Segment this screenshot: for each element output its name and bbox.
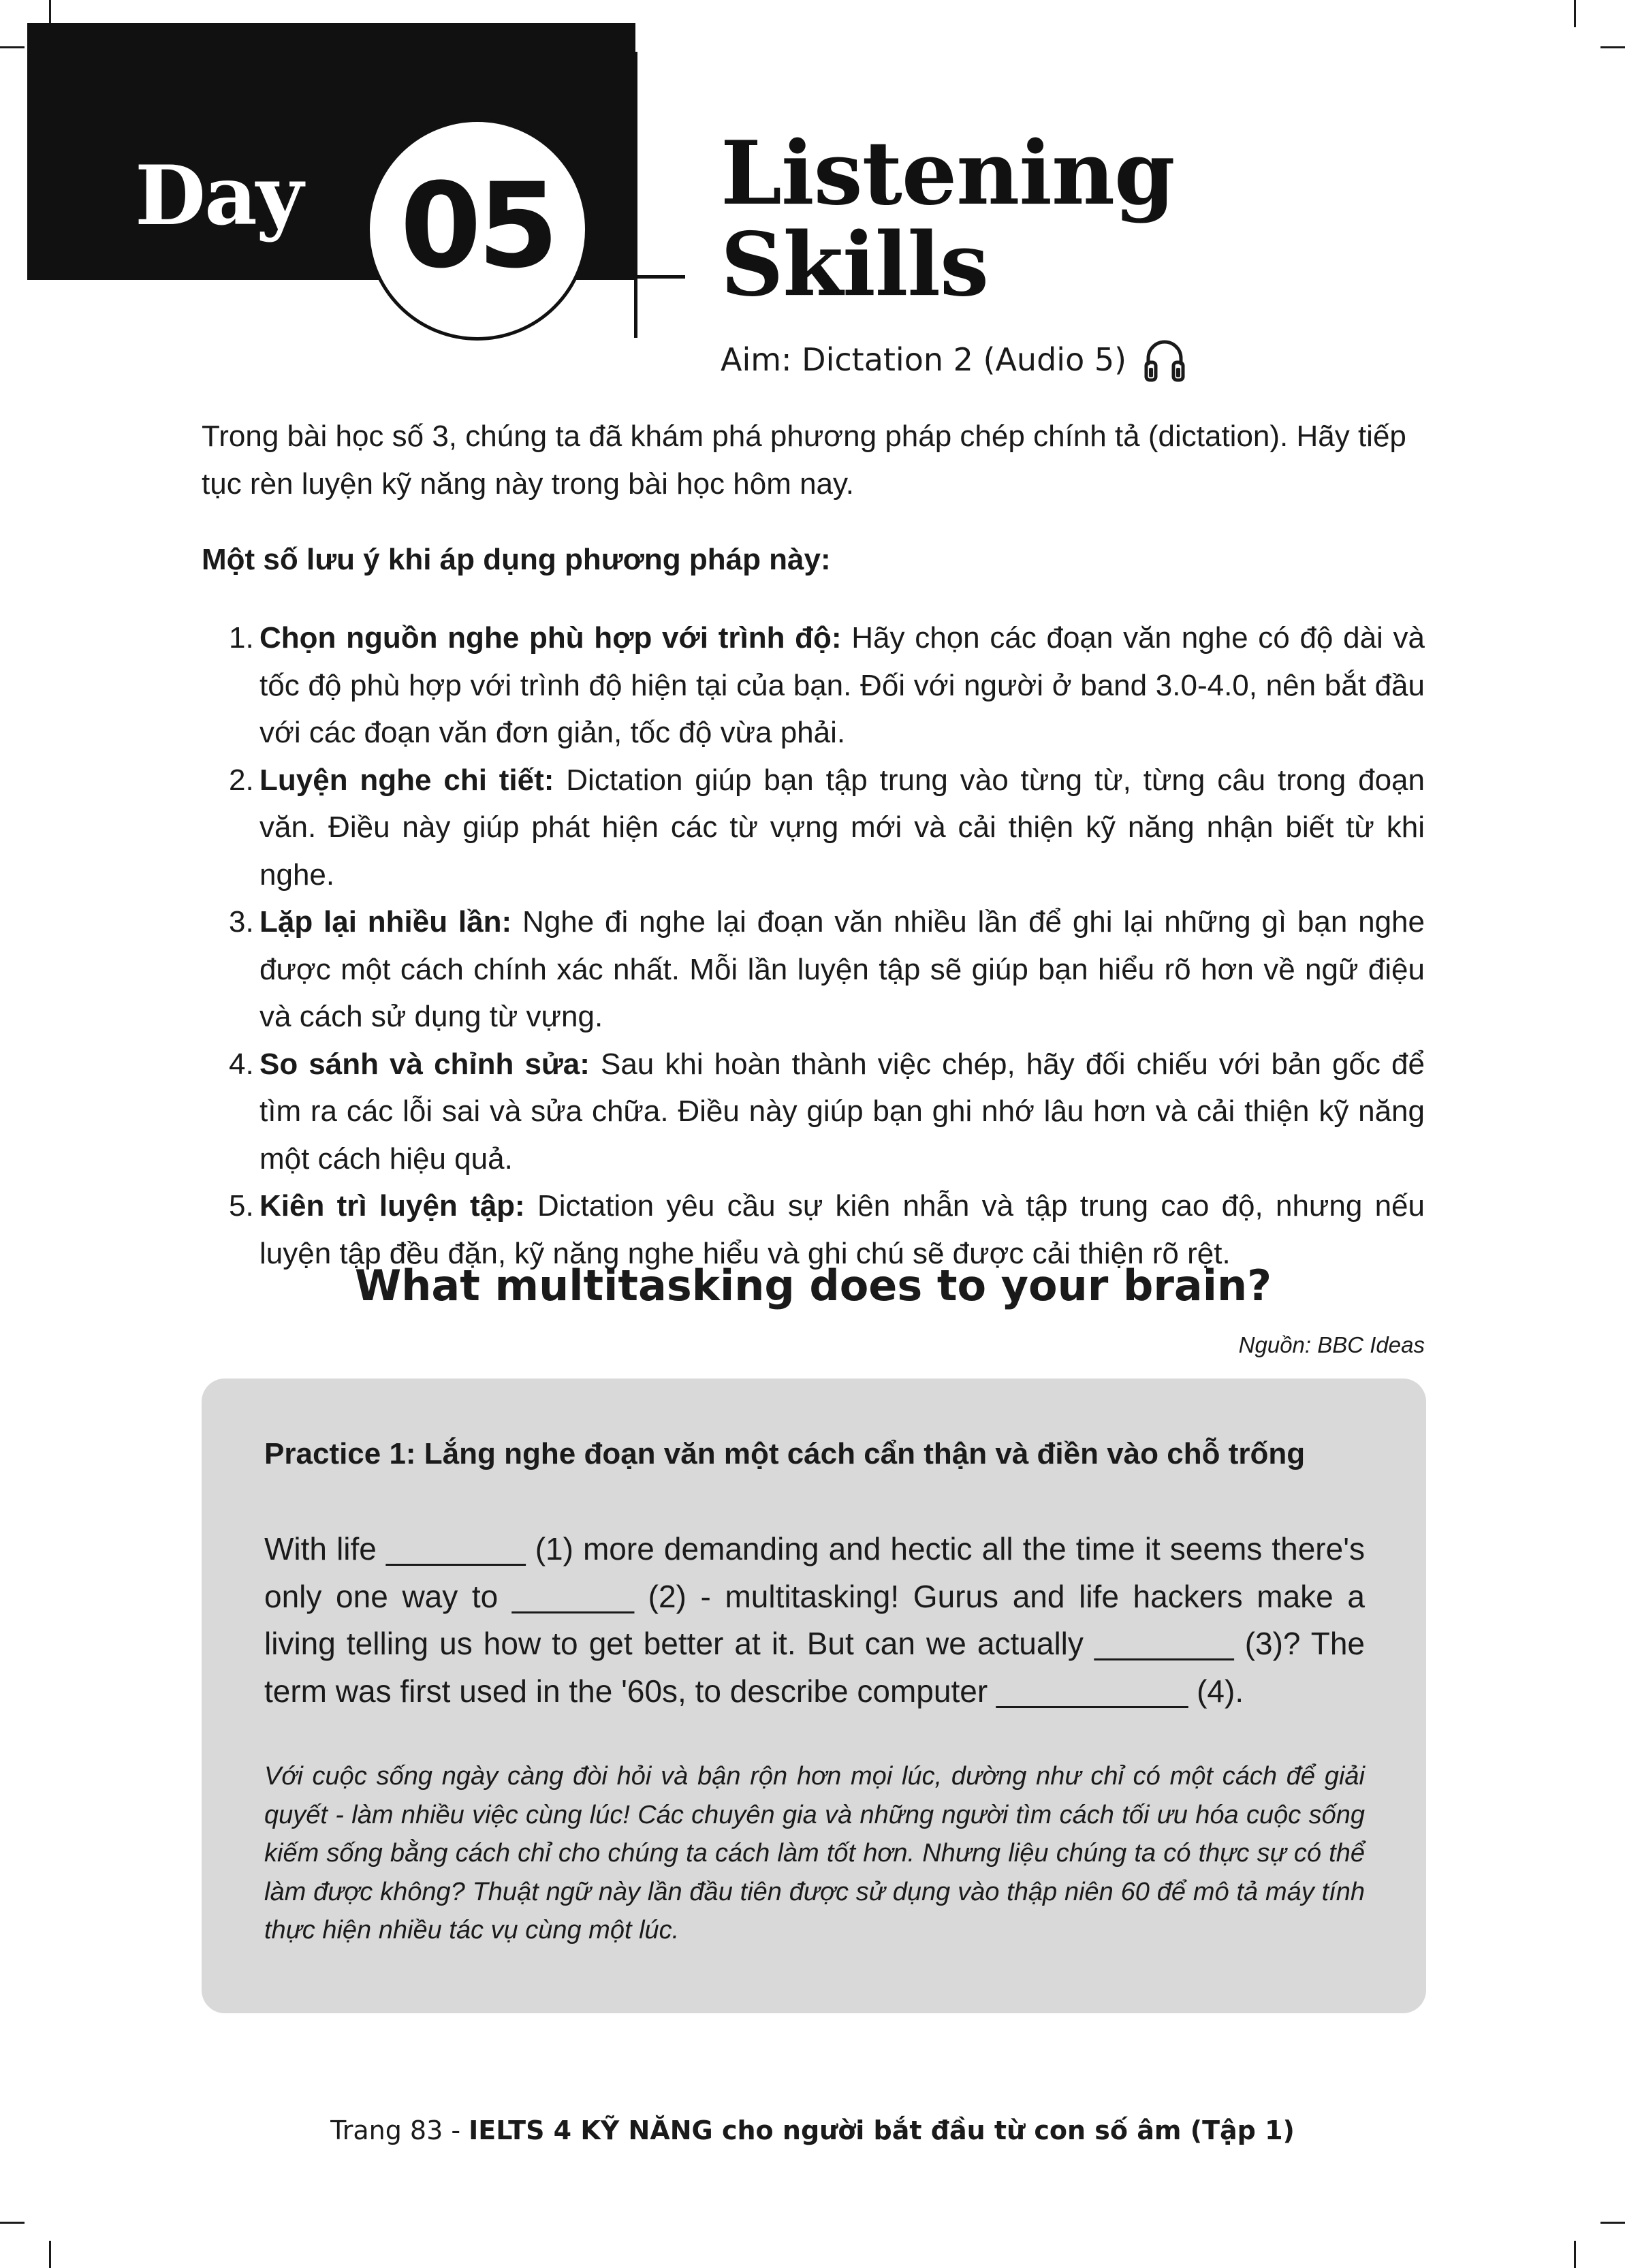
headphones-icon [1143, 336, 1186, 383]
day-label: Day [135, 148, 302, 244]
list-item [202, 898, 1425, 1041]
list-item-title: Chọn nguồn nghe phù hợp với trình độ: [259, 621, 842, 655]
aim-text: Aim: Dictation 2 (Audio 5) [721, 341, 1127, 378]
crop-mark [0, 46, 25, 48]
list-item-text: Dictation yêu cầu sự kiên nhẫn và tập trung cao độ, nhưng nếu luyện tập đều đặn, kỹ năng nghe hiểu và ghi chú sẽ được cải thiện rõ rệt. [259, 1189, 1425, 1270]
footer-book-bold: IELTS 4 KỸ NĂNG [469, 2115, 713, 2145]
list-item-text: Nghe đi nghe lại đoạn văn nhiều lần để ghi lại những gì bạn nghe được một cách chính xác nhất. Mỗi lần luyện tập sẽ giúp bạn hiểu rõ hơn về ngữ điệu và cách sử dụng từ vựng. [259, 905, 1425, 1033]
day-number: 05 [400, 157, 555, 294]
crop-mark [49, 2241, 51, 2268]
crop-mark [1600, 46, 1625, 48]
tips-list [202, 614, 1425, 1277]
header-divider-horizontal [588, 275, 685, 279]
list-item [202, 1041, 1425, 1183]
list-item-number: 1. [229, 621, 254, 655]
page-title [721, 123, 1175, 316]
aim-line [721, 336, 1186, 383]
list-item-text: Sau khi hoàn thành việc chép, hãy đối chiếu với bản gốc để tìm ra các lỗi sai và sửa chữa. Điều này giúp bạn ghi nhớ lâu hơn và cải thiện kỹ năng một cách hiệu quả. [259, 1047, 1425, 1176]
crop-mark [1574, 0, 1576, 27]
list-item-text: Hãy chọn các đoạn văn nghe có độ dài và tốc độ phù hợp với trình độ hiện tại của bạn. Đối với người ở band 3.0-4.0, nên bắt đầu với các đoạn văn đơn giản, tốc độ vừa phải. [259, 621, 1425, 749]
list-item-number: 5. [229, 1189, 254, 1223]
section-title: What multitasking does to your brain? [354, 1261, 1272, 1310]
crop-mark [1600, 2222, 1625, 2224]
list-item-title: So sánh và chỉnh sửa: [259, 1047, 590, 1081]
list-item-text: Dictation giúp bạn tập trung vào từng từ, từng câu trong đoạn văn. Điều này giúp phát hiện các từ vựng mới và cải thiện kỹ năng nhận biết từ khi nghe. [259, 763, 1425, 892]
list-item-number: 2. [229, 763, 254, 797]
crop-mark [0, 2222, 25, 2224]
title-line-2: Skills [721, 214, 989, 316]
crop-mark [1574, 2241, 1576, 2268]
notes-heading: Một số lưu ý khi áp dụng phương pháp này: [202, 543, 831, 576]
list-item-title: Lặp lại nhiều lần: [259, 905, 512, 939]
list-item-number: 3. [229, 905, 254, 939]
intro-paragraph: Trong bài học số 3, chúng ta đã khám phá phương pháp chép chính tả (dictation). Hãy tiếp tục rèn luyện kỹ năng này trong bài học hôm nay. [202, 420, 1406, 501]
footer-page: Trang 83 - [330, 2115, 469, 2145]
source-credit: Nguồn: BBC Ideas [1238, 1332, 1425, 1357]
header-divider-vertical [634, 52, 637, 338]
list-item-number: 4. [229, 1047, 254, 1081]
list-item [202, 757, 1425, 899]
practice-text: With life ________ (1) more demanding and hectic all the time it seems there's only one way to _______ (2) - multitasking! Gurus and life hackers make a living telling us how to get better at it. But can we actually ________ (3)? The term was first used in the '60s, to describe computer ___________ (4). [264, 1531, 1365, 1709]
practice-heading: Practice 1: Lắng nghe đoạn văn một cách cẩn thận và điền vào chỗ trống [264, 1437, 1306, 1470]
title-line-1: Listening [721, 123, 1175, 225]
list-item-title: Kiên trì luyện tập: [259, 1189, 525, 1223]
page-footer [0, 2111, 1625, 2149]
list-item [202, 614, 1425, 757]
list-item-title: Luyện nghe chi tiết: [259, 763, 554, 797]
practice-translation: Với cuộc sống ngày càng đòi hỏi và bận rộn hơn mọi lúc, dường như chỉ có một cách để giải quyết - làm nhiều việc cùng lúc! Các chuyên gia và những người tìm cách tối ưu hóa cuộc sống kiếm sống bằng cách chỉ cho chúng ta cách làm tốt hơn. Nhưng liệu chúng ta có thực sự có thể làm được không? Thuật ngữ này lần đầu tiên được sử dụng vào thập niên 60 để mô tả máy tính thực hiện nhiều tác vụ cùng một lúc. [264, 1762, 1365, 1944]
footer-book-rest: cho người bắt đầu từ con số âm (Tập 1) [712, 2115, 1295, 2145]
